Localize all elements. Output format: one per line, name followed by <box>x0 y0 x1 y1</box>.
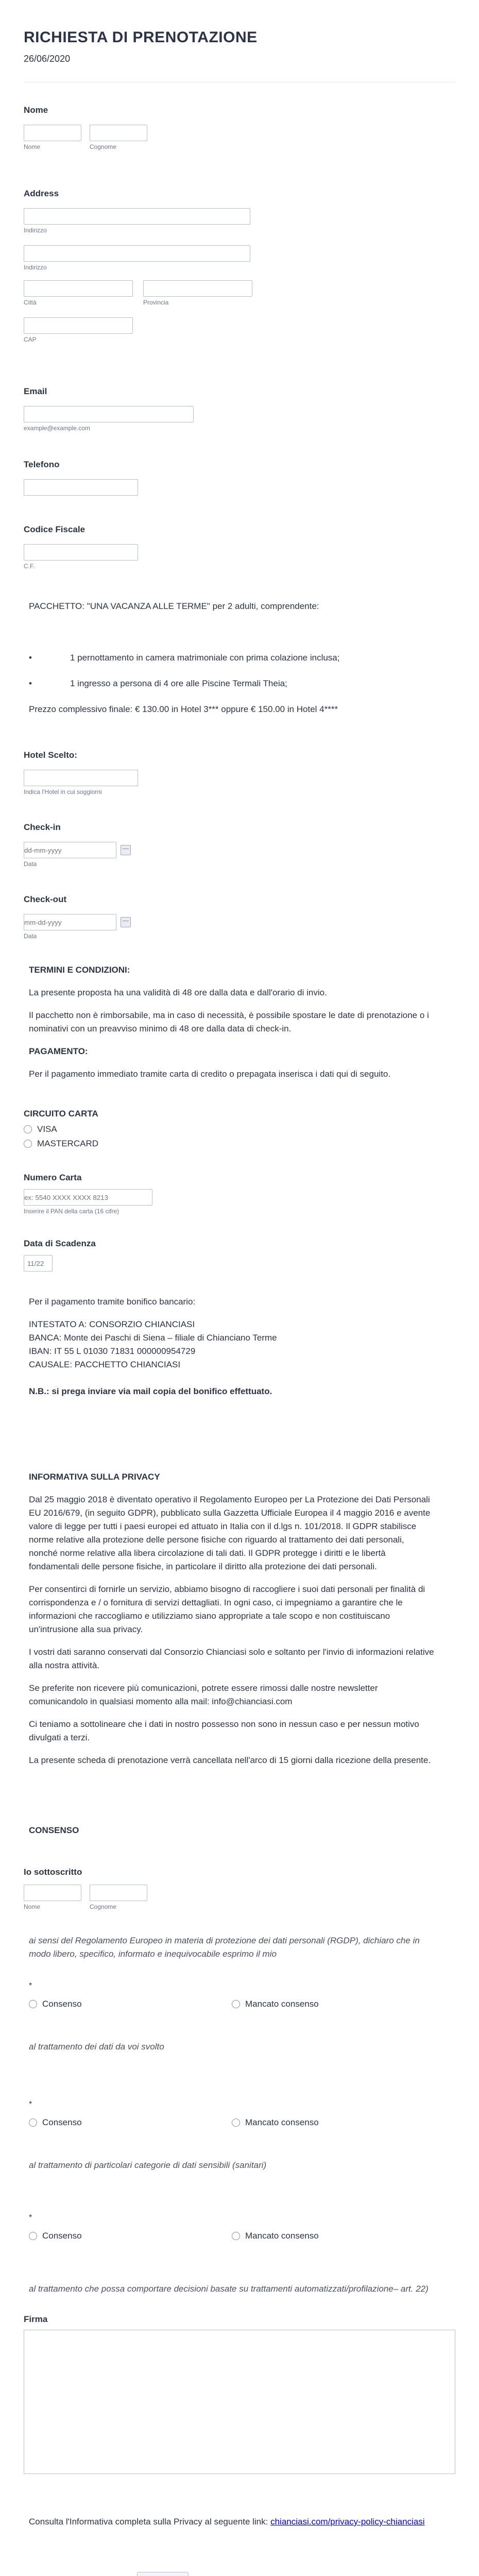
fiscal-code-input[interactable] <box>24 544 138 561</box>
address-line2-sublabel: Indirizzo <box>24 264 47 271</box>
radio-button[interactable] <box>29 2119 37 2127</box>
package-price: Prezzo complessivo finale: € 130.00 in Hotel 3*** oppure € 150.00 in Hotel 4**** <box>29 704 338 714</box>
signatory-first-name-input[interactable] <box>24 1885 81 1901</box>
signature-label: Firma <box>24 2314 48 2324</box>
fiscal-code-sublabel: C.F. <box>24 563 35 570</box>
privacy-paragraph-5: Ci teniamo a sottolineare che i dati in nostro possesso non sono in nessun caso e per nessun motivo divulgati a terzi. <box>29 1719 419 1742</box>
privacy-paragraph-3: I vostri dati saranno conservati dal Consorzio Chianciasi solo e soltanto per l'invio di informazioni relative alla nostra attività. <box>29 1647 434 1670</box>
bank-line-3: IBAN: IT 55 L 01030 71831 000000954729 <box>29 1346 196 1356</box>
visa-label: VISA <box>37 1124 57 1134</box>
signatory-field <box>24 1867 455 1910</box>
privacy-paragraph-2: Per consentirci di fornirle un servizio, abbiamo bisogno di raccogliere i suoi dati personali per finalità di corrispondenza e / o fornitura di servizi dettagliati. In ogni caso, ci impegniamo a garantire che le informazioni che raccogliamo e utilizziamo siano appropriate a tale scopo e non costituiscano un'intrusione alla sua privacy. <box>29 1584 425 1634</box>
consent-no-label: Mancato consenso <box>245 2117 319 2127</box>
consent-statement-4 <box>24 2282 455 2296</box>
checkin-label: Check-in <box>24 822 61 832</box>
consent-statement-2 <box>24 2040 455 2054</box>
consent-no-option[interactable] <box>232 2231 435 2241</box>
privacy-policy-link[interactable]: chianciasi.com/privacy-policy-chianciasi <box>270 2517 425 2527</box>
card-circuit-field <box>24 1109 455 1149</box>
privacy-paragraph-4: Se preferite non ricevere più comunicazioni, potrete essere rimossi dalle nostre newsletter comunicandolo in qualsiasi momento alla mail: info@chianciasi.com <box>29 1683 378 1706</box>
form-header <box>24 0 455 82</box>
bank-note: N.B.: si prega inviare via mail copia del bonifico effettuato. <box>29 1386 272 1396</box>
calendar-icon[interactable] <box>121 845 131 855</box>
signatory-last-name-input[interactable] <box>90 1885 147 1901</box>
email-sublabel: example@example.com <box>24 425 90 432</box>
terms-section <box>24 963 455 1081</box>
hotel-label: Hotel Scelto: <box>24 750 77 760</box>
terms-paragraph-1: La presente proposta ha una validità di 48 ore dalla data e dall'orario di invio. <box>29 988 327 997</box>
payment-heading: PAGAMENTO: <box>29 1046 88 1056</box>
bank-line-1: INTESTATO A: CONSORZIO CHIANCIASI <box>29 1319 195 1329</box>
required-mark: * <box>29 2100 32 2109</box>
name-label: Nome <box>24 105 48 115</box>
consent-statement-1 <box>24 1934 455 1961</box>
phone-field <box>24 460 455 496</box>
page-title: RICHIESTA DI PRENOTAZIONE <box>24 29 258 46</box>
consent-choice-1 <box>24 1981 455 2009</box>
consent-no-option[interactable] <box>232 1999 435 2009</box>
email-label: Email <box>24 386 47 396</box>
checkout-sublabel: Data <box>24 933 37 940</box>
signatory-first-sublabel: Nome <box>24 1903 41 1910</box>
mastercard-option[interactable] <box>24 1139 455 1149</box>
consent-yes-label: Consenso <box>42 2231 82 2241</box>
privacy-paragraph-6: La presente scheda di prenotazione verrà cancellata nell'arco di 15 giorni dalla ricezione della presente. <box>29 1755 431 1765</box>
privacy-link-text: Consulta l'Informativa completa sulla Privacy al seguente link: <box>29 2517 268 2527</box>
visa-option[interactable] <box>24 1124 455 1134</box>
hotel-input[interactable] <box>24 770 138 786</box>
consent-yes-option[interactable] <box>29 2231 232 2241</box>
signature-field <box>24 2314 455 2474</box>
address-line2-input[interactable] <box>24 245 250 262</box>
phone-input[interactable] <box>24 479 138 496</box>
signatory-last-sublabel: Cognome <box>90 1903 117 1910</box>
package-item-2: 1 ingresso a persona di 4 ore alle Piscine Termali Theia; <box>70 679 287 688</box>
consent-heading-block <box>24 1824 455 1837</box>
consent-yes-label: Consenso <box>42 2117 82 2127</box>
radio-button[interactable] <box>232 2000 240 2008</box>
consent-heading: CONSENSO <box>29 1825 79 1835</box>
privacy-link-block <box>24 2515 455 2529</box>
radio-button[interactable] <box>29 2000 37 2008</box>
terms-paragraph-2: Il pacchetto non è rimborsabile, ma in caso di necessità, è possibile spostare le date di prenotazione o i nominativi con un preavviso minimo di 48 ore dalla data di check-in. <box>29 1010 429 1033</box>
email-field <box>24 386 455 432</box>
hotel-sublabel: Indica l'Hotel in cui soggiorni <box>24 788 102 795</box>
bank-line-4: CAUSALE: PACCHETTO CHIANCIASI <box>29 1360 181 1369</box>
expiry-label: Data di Scadenza <box>24 1239 96 1248</box>
first-name-input[interactable] <box>24 125 81 141</box>
mastercard-label: MASTERCARD <box>37 1139 99 1148</box>
card-number-field <box>24 1173 455 1215</box>
consent-question-2: al trattamento dei dati da voi svolto <box>29 2042 164 2052</box>
consent-no-label: Mancato consenso <box>245 1999 319 2009</box>
terms-paragraph-3: Per il pagamento immediato tramite carta di credito o prepagata inserisca i dati qui di seguito. <box>29 1069 391 1079</box>
consent-choice-3 <box>24 2213 455 2241</box>
bullet-2: • <box>29 679 32 688</box>
card-number-input[interactable] <box>24 1189 152 1206</box>
consent-no-option[interactable] <box>232 2117 435 2128</box>
last-name-sublabel: Cognome <box>90 143 117 150</box>
package-item-1: 1 pernottamento in camera matrimoniale con prima colazione inclusa; <box>70 653 340 663</box>
required-mark: * <box>29 2213 32 2222</box>
privacy-section <box>24 1470 455 1767</box>
consent-question-4: al trattamento che possa comportare decisioni basate su trattamenti automatizzati/profilazione– art. 22) <box>29 2284 429 2294</box>
email-input[interactable] <box>24 406 194 422</box>
radio-button[interactable] <box>24 1140 32 1148</box>
signature-pad[interactable] <box>24 2330 455 2474</box>
consent-yes-label: Consenso <box>42 1999 82 2009</box>
calendar-icon[interactable] <box>121 917 131 927</box>
phone-label: Telefono <box>24 460 60 469</box>
submit-area <box>24 2572 455 2576</box>
province-sublabel: Provincia <box>143 299 169 306</box>
radio-button[interactable] <box>232 2119 240 2127</box>
name-field <box>24 105 455 150</box>
required-mark: * <box>29 1981 32 1990</box>
radio-button[interactable] <box>232 2232 240 2240</box>
bank-line-2: BANCA: Monte dei Paschi di Siena – filiale di Chianciano Terme <box>29 1333 277 1343</box>
checkin-field <box>24 822 455 868</box>
card-number-sublabel: Inserire il PAN della carta (16 cifre) <box>24 1208 119 1215</box>
signatory-label: Io sottoscritto <box>24 1867 82 1877</box>
address-line1-sublabel: Indirizzo <box>24 227 47 234</box>
bank-transfer-section <box>24 1295 455 1398</box>
consent-yes-option[interactable] <box>29 1999 232 2009</box>
checkout-field <box>24 894 455 940</box>
consent-yes-option[interactable] <box>29 2117 232 2128</box>
first-name-sublabel: Nome <box>24 143 41 150</box>
checkin-input[interactable] <box>24 842 116 858</box>
package-intro: PACCHETTO: "UNA VACANZA ALLE TERME" per 2 adulti, comprendente: <box>29 601 319 611</box>
bank-intro: Per il pagamento tramite bonifico bancario: <box>29 1297 196 1307</box>
package-description <box>24 600 455 716</box>
privacy-paragraph-1: Dal 25 maggio 2018 è diventato operativo il Regolamento Europeo per La Protezione dei Dati Personali EU 2016/679, (in seguito GDPR), pubblicato sulla Gazzetta Ufficiale Europea il 4 maggio 2016 e avente valore di legge per tutti i paesi europei ed attuato in Italia con il d.lgs n. 101/2018. Il GDPR stabilisce norme relative alla protezione delle persone fisiche con riguardo al trattamento dei dati personali, nonché norme relative alla libera circolazione di tali dati. Il GDPR protegge i diritti e le libertà fondamentali delle persone fisiche, in particolare il diritto alla protezione dei dati personali. <box>29 1495 431 1571</box>
card-number-label: Numero Carta <box>24 1173 82 1182</box>
address-label: Address <box>24 189 59 198</box>
province-input[interactable] <box>143 280 252 297</box>
address-field <box>24 189 455 343</box>
fiscal-code-label: Codice Fiscale <box>24 524 85 534</box>
fiscal-code-field <box>24 524 455 570</box>
radio-button[interactable] <box>24 1125 32 1133</box>
submit-button[interactable] <box>137 2572 189 2576</box>
terms-heading: TERMINI E CONDIZIONI: <box>29 965 130 975</box>
address-line1-input[interactable] <box>24 208 250 225</box>
form-date: 26/06/2020 <box>24 54 71 64</box>
checkin-sublabel: Data <box>24 860 37 868</box>
checkout-input[interactable] <box>24 914 116 930</box>
consent-question-3: al trattamento di particolari categorie di dati sensibili (sanitari) <box>29 2160 267 2170</box>
consent-choice-2 <box>24 2100 455 2128</box>
card-circuit-label: CIRCUITO CARTA <box>24 1109 98 1118</box>
expiry-field <box>24 1239 455 1272</box>
consent-statement-3 <box>24 2159 455 2172</box>
hotel-field <box>24 750 455 795</box>
cap-input[interactable] <box>24 317 133 334</box>
expiry-input[interactable] <box>24 1255 53 1272</box>
consent-no-label: Mancato consenso <box>245 2231 319 2241</box>
radio-button[interactable] <box>29 2232 37 2240</box>
privacy-heading: INFORMATIVA SULLA PRIVACY <box>29 1472 160 1482</box>
consent-question-1: ai sensi del Regolamento Europeo in materia di protezione dei dati personali (RGDP), dichiaro che in modo libero, specifico, informato e inequivocabile esprimo il mio <box>29 1936 420 1959</box>
city-input[interactable] <box>24 280 133 297</box>
cap-sublabel: CAP <box>24 336 37 343</box>
bullet-1: • <box>29 653 32 663</box>
city-sublabel: Città <box>24 299 37 306</box>
last-name-input[interactable] <box>90 125 147 141</box>
checkout-label: Check-out <box>24 894 67 904</box>
